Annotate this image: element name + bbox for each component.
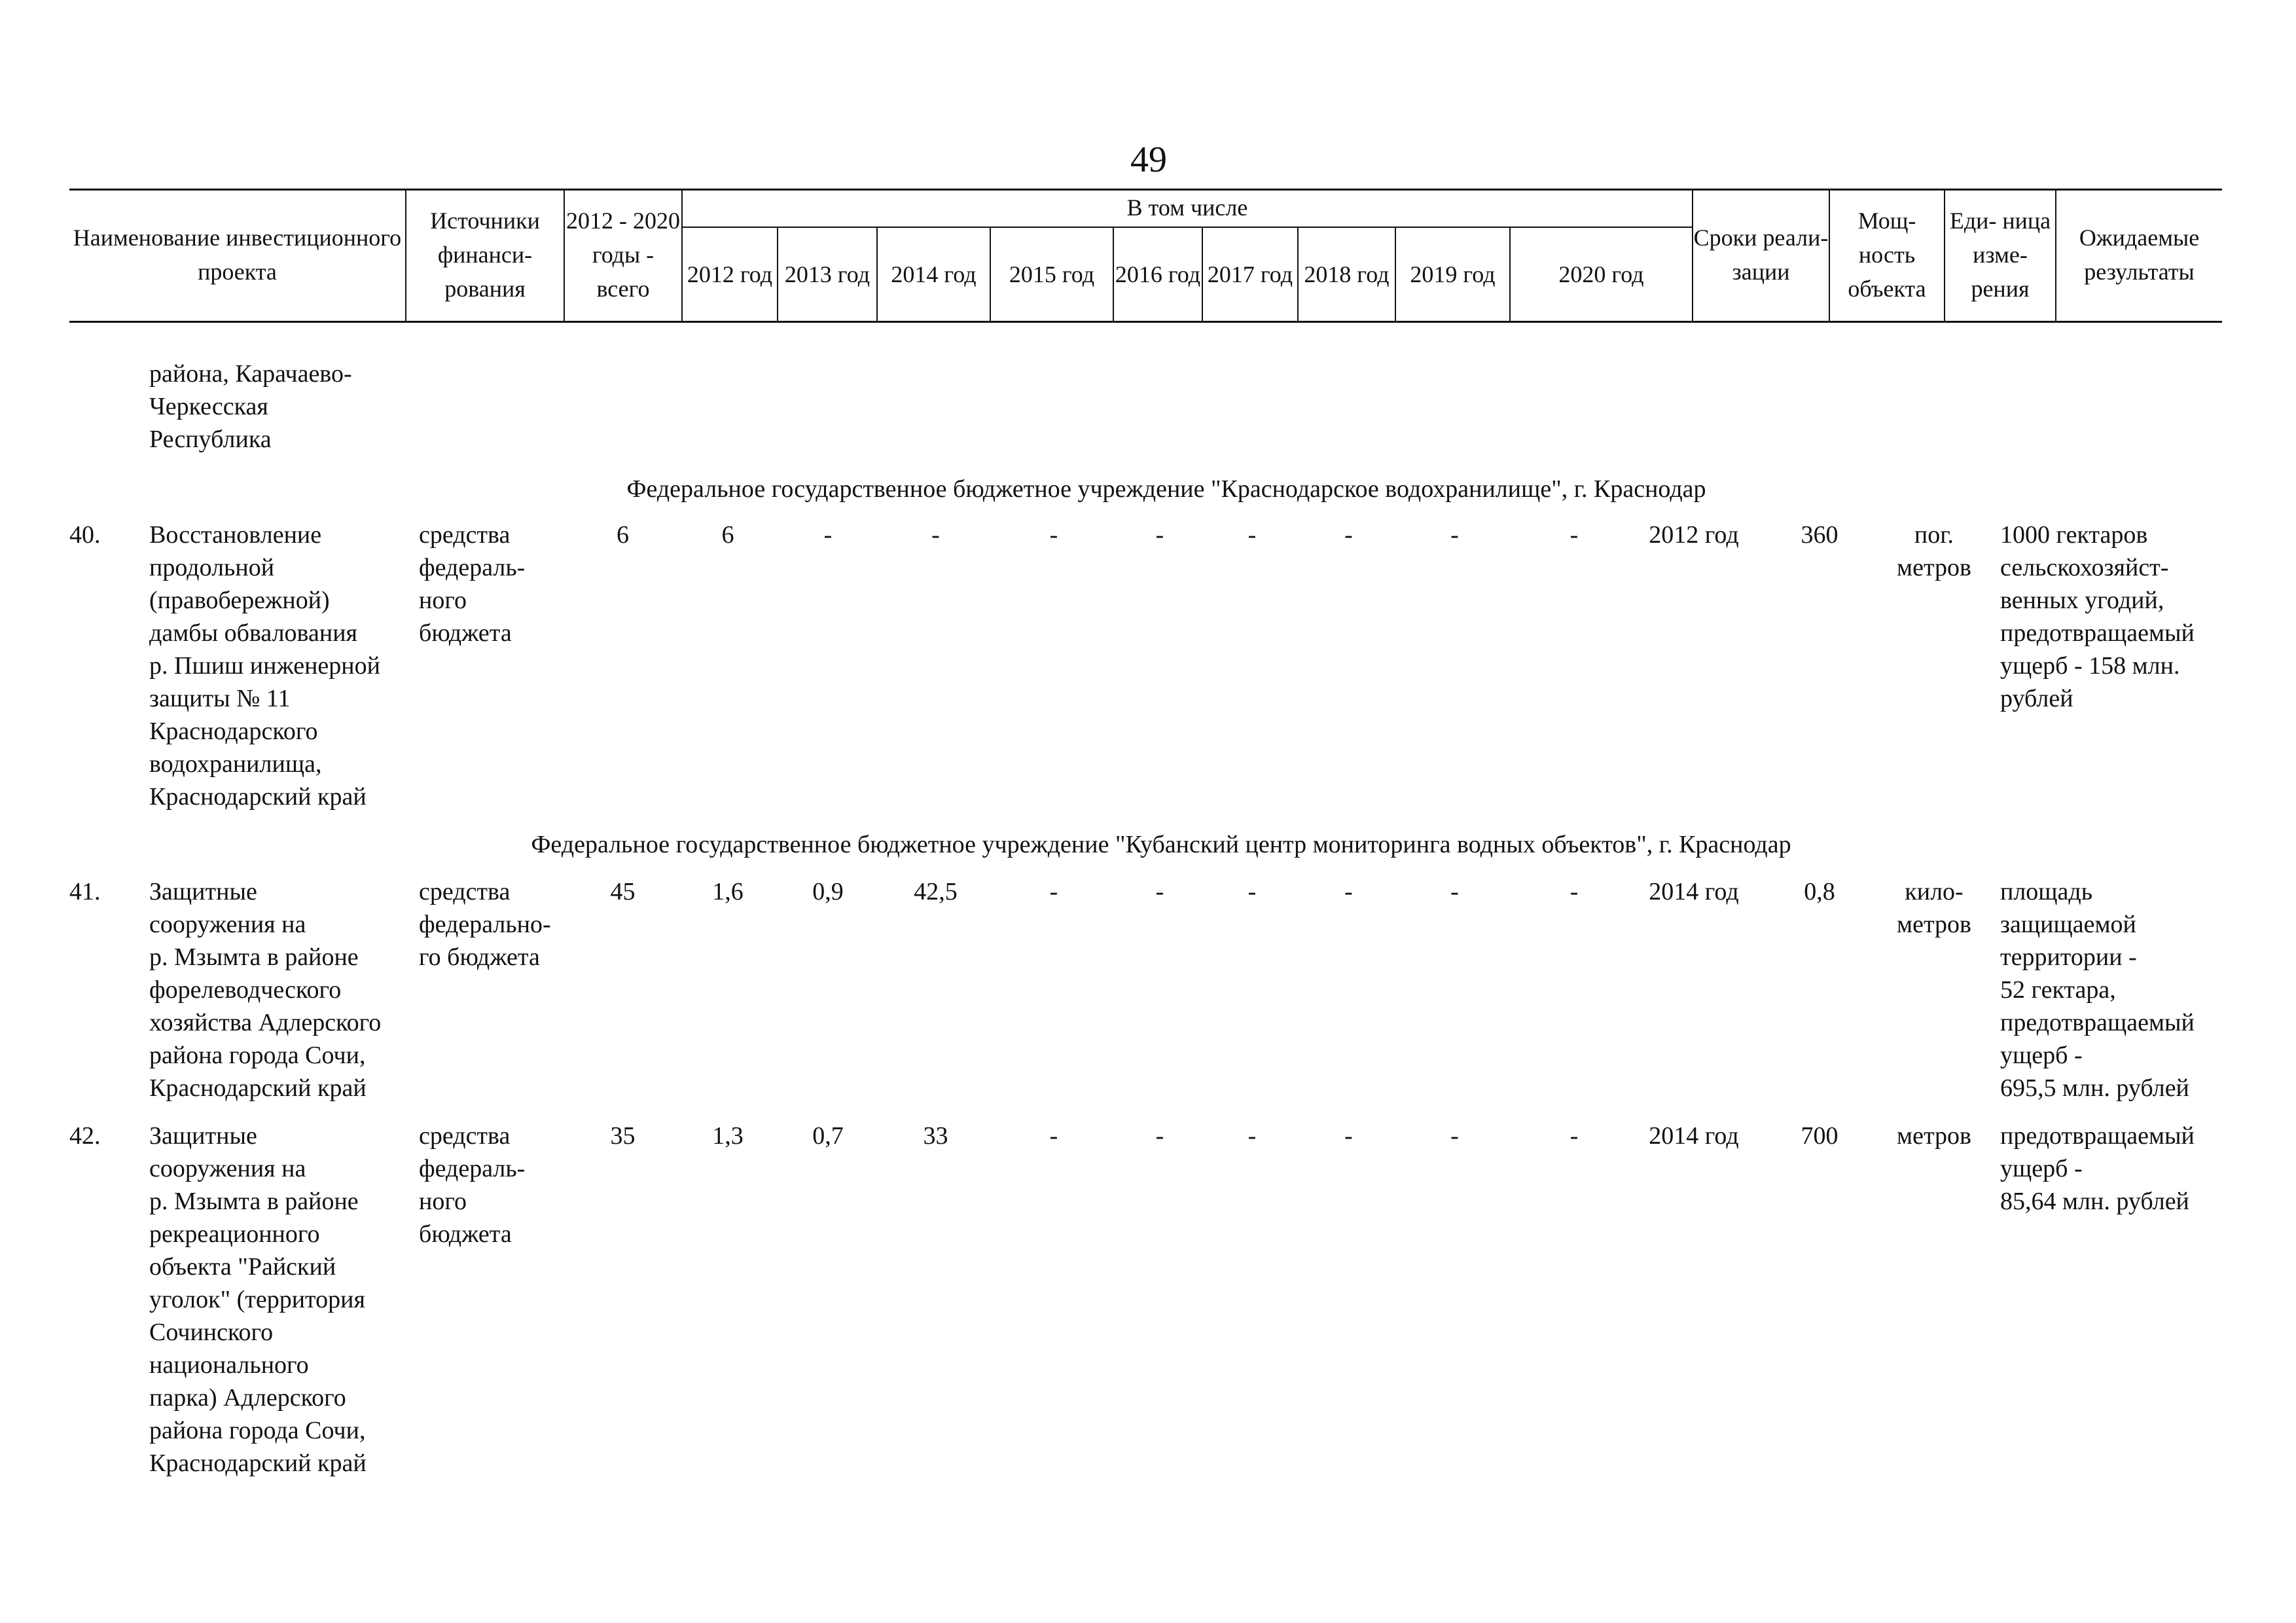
funding-source-line: бюджета — [419, 1220, 512, 1248]
continuation-line: Черкесская — [149, 393, 268, 420]
project-name-line: Краснодарский край — [149, 1450, 367, 1477]
expected-result-line: 695,5 млн. рублей — [2000, 1074, 2189, 1102]
year-value: - — [823, 521, 833, 549]
expected-result-line: 1000 гектаров — [2000, 521, 2148, 549]
project-name-line: продольной — [149, 554, 275, 581]
section-title: Федеральное государственное бюджетное учреждение "Краснодарское водохранилище", г. Краснодар — [626, 475, 1706, 503]
expected-result-line: рублей — [2000, 685, 2073, 712]
project-name-line: р. Мзымта в районе — [149, 1188, 359, 1215]
header-year-2014: 2014 год — [891, 261, 977, 287]
table-header — [69, 189, 2222, 323]
funding-source-line: средства — [419, 521, 511, 549]
header-year-2015: 2015 год — [1009, 261, 1095, 287]
row-number: 40. — [69, 521, 101, 549]
unit-line: метров — [1897, 1122, 1971, 1150]
funding-source-line: ного — [419, 587, 467, 614]
project-name-line: Восстановление — [149, 521, 322, 549]
year-value: - — [1049, 521, 1058, 549]
total-value: 35 — [610, 1122, 636, 1150]
year-value: 1,6 — [712, 878, 744, 905]
year-value: - — [1570, 1122, 1579, 1150]
expected-result-line: предотвращаемый — [2000, 1009, 2195, 1036]
year-value: - — [1155, 878, 1164, 905]
year-value: - — [1450, 1122, 1459, 1150]
row-number: 42. — [69, 1122, 101, 1150]
period-value: 2014 год — [1649, 1122, 1739, 1150]
project-name-line: хозяйства Адлерского — [149, 1009, 382, 1036]
expected-result-line: ущерб - — [2000, 1155, 2083, 1182]
expected-result-line: предотвращаемый — [2000, 619, 2195, 647]
unit-line: метров — [1897, 911, 1971, 938]
header-year-2016: 2016 год — [1115, 261, 1201, 287]
expected-result-line: сельскохозяйст- — [2000, 554, 2169, 581]
section-title: Федеральное государственное бюджетное учреждение "Кубанский центр мониторинга водных объектов", г. Краснодар — [531, 831, 1791, 858]
header-year-2017: 2017 год — [1207, 261, 1293, 287]
expected-result-line: венных угодий, — [2000, 587, 2164, 614]
expected-result-line: 85,64 млн. рублей — [2000, 1188, 2189, 1215]
header-period: Сроки реали- зации — [1693, 225, 1829, 285]
year-value: - — [931, 521, 940, 549]
expected-result-line: ущерб - 158 млн. — [2000, 652, 2180, 680]
project-name-line: рекреационного — [149, 1220, 320, 1248]
year-value: 33 — [923, 1122, 948, 1150]
year-value: - — [1155, 1122, 1164, 1150]
expected-result-line: 52 гектара, — [2000, 976, 2116, 1004]
unit-line: пог. — [1914, 521, 1954, 549]
year-value: - — [1247, 1122, 1257, 1150]
funding-source-line: федераль- — [419, 1155, 526, 1182]
year-value: 6 — [721, 521, 734, 549]
expected-result-line: предотвращаемый — [2000, 1122, 2195, 1150]
header-capacity: Мощ- ность объекта — [1848, 208, 1926, 302]
year-value: - — [1570, 878, 1579, 905]
capacity-value: 0,8 — [1804, 878, 1835, 905]
page-number: 49 — [1130, 139, 1167, 180]
header-year-2012: 2012 год — [687, 261, 773, 287]
header-year-2019: 2019 год — [1410, 261, 1496, 287]
total-value: 6 — [617, 521, 629, 549]
year-value: - — [1570, 521, 1579, 549]
header-year-2018: 2018 год — [1304, 261, 1390, 287]
project-name-line: водохранилища, — [149, 750, 322, 778]
project-name-line: Защитные — [149, 1122, 257, 1150]
year-value: 1,3 — [712, 1122, 744, 1150]
expected-result-line: территории - — [2000, 943, 2137, 971]
header-unit: Еди- ница изме- рения — [1949, 208, 2051, 302]
year-value: - — [1155, 521, 1164, 549]
funding-source-line: федераль- — [419, 554, 526, 581]
header-funding-source: Источники финанси- рования — [430, 208, 540, 302]
funding-source-line: бюджета — [419, 619, 512, 647]
unit-line: метров — [1897, 554, 1971, 581]
project-name-line: сооружения на — [149, 911, 306, 938]
expected-result-line: защищаемой — [2000, 911, 2136, 938]
project-name-line: Краснодарский край — [149, 783, 367, 811]
year-value: 0,9 — [812, 878, 844, 905]
year-value: - — [1049, 1122, 1058, 1150]
funding-source-line: средства — [419, 1122, 511, 1150]
period-value: 2014 год — [1649, 878, 1739, 905]
capacity-value: 700 — [1801, 1122, 1839, 1150]
year-value: - — [1344, 878, 1353, 905]
period-value: 2012 год — [1649, 521, 1739, 549]
project-name-line: парка) Адлерского — [149, 1384, 346, 1412]
project-name-line: национального — [149, 1351, 309, 1379]
total-value: 45 — [610, 878, 636, 905]
project-name-line: дамбы обвалования — [149, 619, 358, 647]
continuation-line: района, Карачаево- — [149, 360, 352, 388]
project-name-line: уголок" (территория — [149, 1286, 365, 1313]
funding-source-line: средства — [419, 878, 511, 905]
year-value: - — [1450, 878, 1459, 905]
header-project-name: Наименование инвестиционного проекта — [73, 225, 402, 285]
year-value: - — [1450, 521, 1459, 549]
year-value: - — [1344, 521, 1353, 549]
project-name-line: р. Мзымта в районе — [149, 943, 359, 971]
year-value: 0,7 — [812, 1122, 844, 1150]
header-including: В том числе — [1126, 194, 1248, 221]
project-name-line: форелеводческого — [149, 976, 342, 1004]
year-value: - — [1049, 878, 1058, 905]
project-name-line: р. Пшиш инженерной — [149, 652, 380, 680]
header-year-2020: 2020 год — [1558, 261, 1644, 287]
unit-line: кило- — [1905, 878, 1964, 905]
header-results: Ожидаемые результаты — [2079, 225, 2200, 285]
year-value: - — [1344, 1122, 1353, 1150]
project-name-line: Краснодарский край — [149, 1074, 367, 1102]
year-value: - — [1247, 878, 1257, 905]
project-name-line: Сочинского — [149, 1319, 274, 1346]
expected-result-line: ущерб - — [2000, 1042, 2083, 1069]
header-year-2013: 2013 год — [784, 261, 870, 287]
header-total: 2012 - 2020 годы - всего — [566, 208, 680, 302]
project-name-line: объекта "Райский — [149, 1253, 336, 1281]
project-name-line: района города Сочи, — [149, 1042, 366, 1069]
header-bottom-rule — [69, 321, 2222, 323]
funding-source-line: ного — [419, 1188, 467, 1215]
project-name-line: (правобережной) — [149, 587, 330, 614]
project-name-line: сооружения на — [149, 1155, 306, 1182]
project-name-line: защиты № 11 — [149, 685, 291, 712]
funding-source-line: федерально- — [419, 911, 551, 938]
project-name-line: района города Сочи, — [149, 1417, 366, 1444]
project-name-line: Защитные — [149, 878, 257, 905]
expected-result-line: площадь — [2000, 878, 2093, 905]
project-name-line: Краснодарского — [149, 718, 318, 745]
year-value: 42,5 — [914, 878, 958, 905]
row-number: 41. — [69, 878, 101, 905]
capacity-value: 360 — [1801, 521, 1839, 549]
continuation-line: Республика — [149, 426, 272, 453]
funding-source-line: го бюджета — [419, 943, 540, 971]
year-value: - — [1247, 521, 1257, 549]
